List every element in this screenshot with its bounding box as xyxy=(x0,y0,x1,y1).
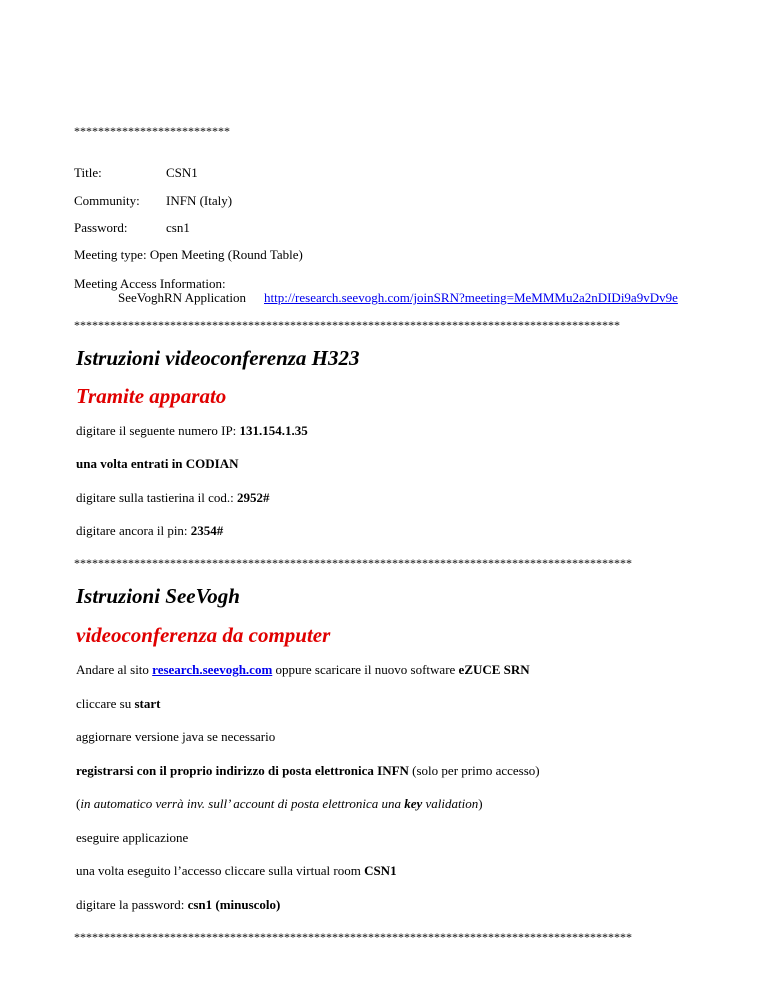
h323-step-codian: una volta entrati in CODIAN xyxy=(76,456,239,471)
password-label: Password: xyxy=(74,220,128,235)
seevogh-step-key: (in automatico verrà inv. sull’ account di posta elettronica una key validation) xyxy=(76,796,483,811)
seevogh-subheading: videoconferenza da computer xyxy=(76,623,331,647)
site-link[interactable]: research.seevogh.com xyxy=(152,662,273,677)
access-info-label: Meeting Access Information: xyxy=(74,276,226,291)
seevogh-step-password: digitare la password: csn1 (minuscolo) xyxy=(76,897,281,912)
title-value: CSN1 xyxy=(166,165,198,180)
community-value: INFN (Italy) xyxy=(166,193,233,208)
h323-step-code: digitare sulla tastierina il cod.: 2952# xyxy=(76,490,270,505)
separator-stars-1: ******************************************************************************************* xyxy=(74,318,620,332)
seevogh-step-java: aggiornare versione java se necessario xyxy=(76,729,276,744)
title-label: Title: xyxy=(74,165,102,180)
separator-stars-top: ************************** xyxy=(74,124,230,138)
meeting-type: Meeting type: Open Meeting (Round Table) xyxy=(74,247,303,262)
seevogh-heading: Istruzioni SeeVogh xyxy=(76,584,240,608)
separator-stars-2: ********************************************************************************************* xyxy=(74,556,632,570)
seevogh-step-room: una volta eseguito l’accesso cliccare sulla virtual room CSN1 xyxy=(76,863,397,878)
password-value: csn1 xyxy=(166,220,190,235)
meeting-link[interactable]: http://research.seevogh.com/joinSRN?meeting=MeMMMu2a2nDIDi9a9vDv9e xyxy=(264,290,678,305)
h323-subheading: Tramite apparato xyxy=(76,384,227,408)
seevogh-step-start: cliccare su start xyxy=(76,696,161,711)
seevogh-step-site: Andare al sito research.seevogh.com oppure scaricare il nuovo software eZUCE SRN xyxy=(76,662,530,677)
h323-step-ip: digitare il seguente numero IP: 131.154.1.35 xyxy=(76,423,308,438)
h323-heading: Istruzioni videoconferenza H323 xyxy=(76,346,360,370)
h323-step-pin: digitare ancora il pin: 2354# xyxy=(76,523,224,538)
seevogh-step-register: registrarsi con il proprio indirizzo di posta elettronica INFN (solo per primo accesso) xyxy=(76,763,540,778)
seevogh-step-run: eseguire applicazione xyxy=(76,830,189,845)
app-label: SeeVoghRN Application xyxy=(118,290,246,305)
separator-stars-3: ********************************************************************************************* xyxy=(74,930,632,944)
community-label: Community: xyxy=(74,193,140,208)
